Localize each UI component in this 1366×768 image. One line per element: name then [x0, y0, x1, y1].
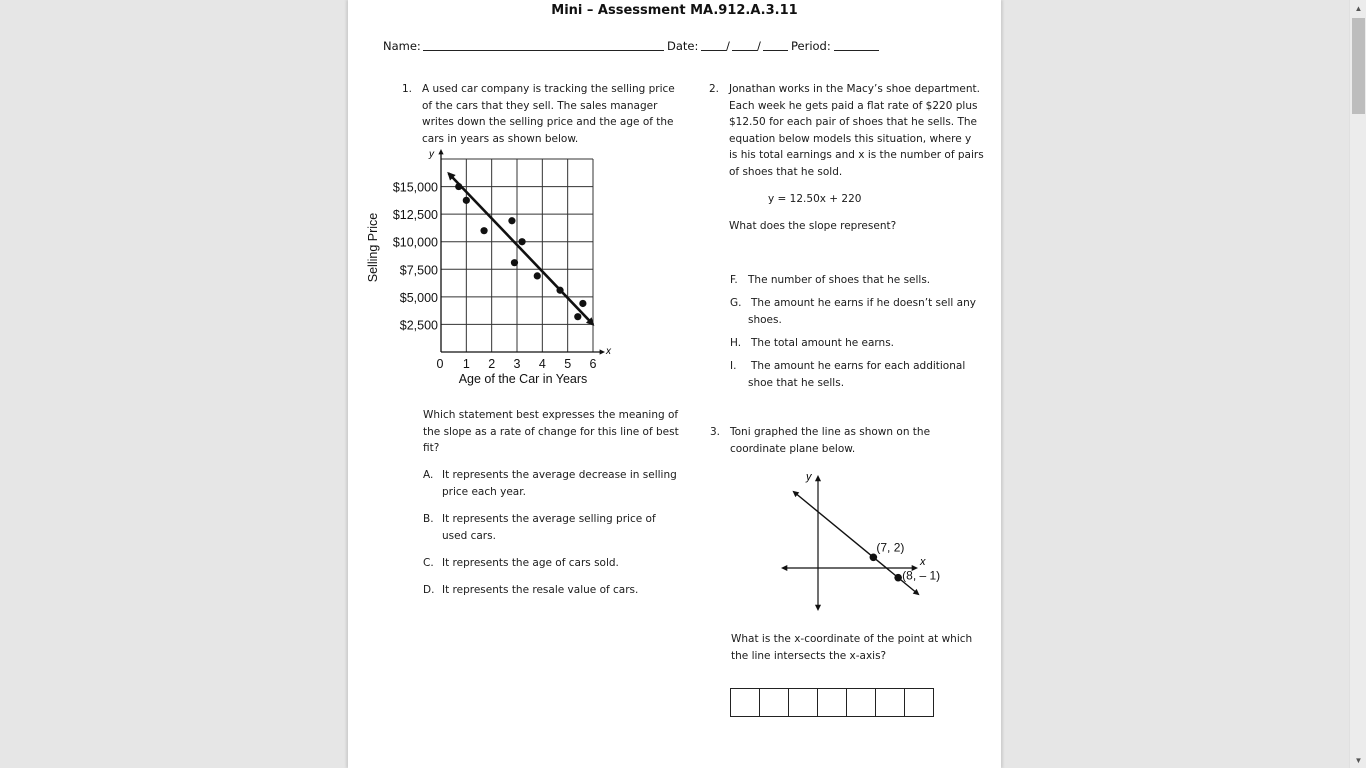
name-field[interactable] [423, 38, 664, 51]
x-axis-letter: x [920, 556, 926, 568]
data-point [574, 313, 581, 320]
y-axis-arrow-up [815, 475, 821, 481]
q3-answer-grid [730, 688, 934, 717]
y-tick-label: $15,000 [392, 180, 438, 195]
date-separator: / [757, 39, 761, 53]
data-point [518, 238, 525, 245]
q1-option-d[interactable] [423, 582, 638, 599]
option-text: The amount he earns for each additional [751, 360, 966, 372]
option-text: The amount he earns if he doesn’t sell any [751, 297, 976, 309]
answer-cell[interactable] [905, 689, 933, 716]
q2-stem-line: is his total earnings and x is the number of pairs [729, 149, 984, 162]
data-point [579, 300, 586, 307]
y-tick-label: $7,500 [399, 263, 438, 278]
q3-question-line: the line intersects the x-axis? [731, 649, 887, 662]
option-text: used cars. [442, 529, 496, 542]
answer-cell[interactable] [789, 689, 818, 716]
q3-question-line: What is the x-coordinate of the point at which [731, 633, 973, 645]
x-tick-label: 6 [589, 357, 597, 371]
answer-cell[interactable] [731, 689, 760, 716]
answer-cell[interactable] [760, 689, 789, 716]
y-tick-label: $5,000 [399, 290, 438, 305]
q1-question-line: fit? [423, 442, 440, 455]
document-page [348, 0, 1001, 768]
y-tick-label: $12,500 [392, 208, 438, 223]
q2-stem-line: $12.50 for each pair of shoes that he sells. The [729, 116, 978, 129]
q1-stem-line: of the cars that they sell. The sales manager [422, 99, 658, 112]
x-tick-label: 1 [462, 357, 470, 371]
data-point [511, 259, 518, 266]
date-year-field[interactable] [763, 38, 788, 51]
x-tick-label: 2 [488, 357, 496, 371]
option-text: It represents the age of cars sold. [442, 557, 619, 569]
option-letter: G. [730, 297, 742, 309]
q1-scatter-chart [358, 145, 628, 390]
q2-number: 2. [709, 83, 720, 95]
option-text: price each year. [442, 485, 526, 498]
point-label: (8, – 1) [902, 568, 941, 583]
q1-option-b[interactable] [423, 511, 656, 544]
x-tick-label: 5 [564, 357, 572, 371]
q1-stem-line: cars in years as shown below. [422, 132, 579, 145]
option-text: The number of shoes that he sells. [748, 274, 931, 286]
option-text: shoe that he sells. [748, 376, 845, 389]
x-tick-label: 4 [538, 357, 546, 371]
x-tick-label: 3 [513, 357, 521, 371]
option-text: shoes. [748, 313, 782, 326]
q1-option-c[interactable] [423, 555, 619, 572]
scroll-down-arrow-icon[interactable]: ▼ [1354, 755, 1363, 765]
labeled-point [894, 574, 902, 582]
q1-stem [422, 81, 675, 147]
scroll-up-arrow-icon[interactable]: ▲ [1354, 3, 1363, 13]
period-label: Period: [791, 39, 831, 53]
y-axis-arrow-down [815, 605, 821, 611]
option-letter: I. [730, 360, 737, 372]
y-axis-letter: y [429, 149, 434, 160]
q1-question-line: Which statement best expresses the meaning of [423, 409, 679, 421]
q2-option-f[interactable] [730, 272, 930, 289]
q1-option-a[interactable] [423, 467, 677, 500]
option-letter: F. [730, 274, 738, 286]
data-point [556, 287, 563, 294]
x-axis-title: Age of the Car in Years [458, 372, 588, 386]
q1-number: 1. [402, 83, 413, 95]
q3-coordinate-plane [780, 465, 950, 615]
name-label: Name: [383, 39, 421, 53]
q3-number: 3. [710, 426, 721, 438]
q2-equation: y = 12.50x + 220 [768, 193, 862, 205]
date-label: Date: [667, 39, 699, 53]
q2-stem [729, 81, 984, 181]
q2-stem-line: of shoes that he sold. [729, 165, 843, 178]
answer-cell[interactable] [876, 689, 905, 716]
date-separator: / [726, 39, 730, 53]
date-day-field[interactable] [732, 38, 757, 51]
document-title: Mini – Assessment MA.912.A.3.11 [551, 3, 798, 18]
q3-stem-line: Toni graphed the line as shown on the [730, 426, 931, 438]
option-text: The total amount he earns. [751, 337, 895, 349]
x-tick-label: 0 [436, 357, 444, 371]
data-point [480, 227, 487, 234]
x-axis-arrow-left [781, 565, 787, 571]
data-point [455, 183, 462, 190]
q2-stem-line: equation below models this situation, where y [729, 132, 972, 145]
q2-option-i[interactable] [730, 358, 965, 391]
q1-stem-line: writes down the selling price and the age of the [422, 116, 674, 129]
option-letter: H. [730, 337, 742, 349]
q2-stem-line: Each week he gets paid a flat rate of $220 plus [729, 99, 978, 112]
data-point [534, 272, 541, 279]
option-letter: B. [423, 513, 434, 525]
q1-question [423, 407, 679, 457]
answer-cell[interactable] [847, 689, 876, 716]
y-axis-arrow [438, 149, 443, 154]
point-label: (7, 2) [876, 540, 905, 555]
q3-stem [730, 424, 930, 457]
option-letter: D. [423, 584, 435, 596]
option-text: It represents the resale value of cars. [442, 584, 639, 596]
scrollbar-thumb[interactable] [1352, 18, 1365, 114]
option-text: It represents the average decrease in selling [442, 469, 677, 481]
y-tick-label: $10,000 [392, 235, 438, 250]
q2-stem-line: Jonathan works in the Macy’s shoe department. [729, 83, 980, 95]
y-axis-title: Selling Price [366, 212, 380, 283]
q1-stem-line: A used car company is tracking the selling price [422, 83, 675, 95]
option-letter: A. [423, 469, 434, 481]
y-axis-letter: y [806, 471, 812, 483]
q3-stem-line: coordinate plane below. [730, 442, 856, 455]
option-letter: C. [423, 557, 434, 569]
q2-option-h[interactable] [730, 335, 894, 352]
q2-option-g[interactable] [730, 295, 976, 328]
data-point [463, 197, 470, 204]
x-axis-arrow [600, 349, 605, 354]
period-field[interactable] [834, 38, 879, 51]
data-point [508, 217, 515, 224]
x-axis-letter: x [606, 346, 611, 357]
best-fit-line [449, 173, 593, 324]
date-month-field[interactable] [701, 38, 726, 51]
y-tick-label: $2,500 [399, 318, 438, 333]
labeled-point [870, 553, 878, 561]
answer-cell[interactable] [818, 689, 847, 716]
q1-question-line: the slope as a rate of change for this line of best [423, 425, 679, 438]
q2-question: What does the slope represent? [729, 220, 897, 232]
q3-question [731, 631, 972, 664]
option-text: It represents the average selling price of [442, 513, 656, 525]
vertical-scrollbar[interactable] [1349, 0, 1366, 768]
